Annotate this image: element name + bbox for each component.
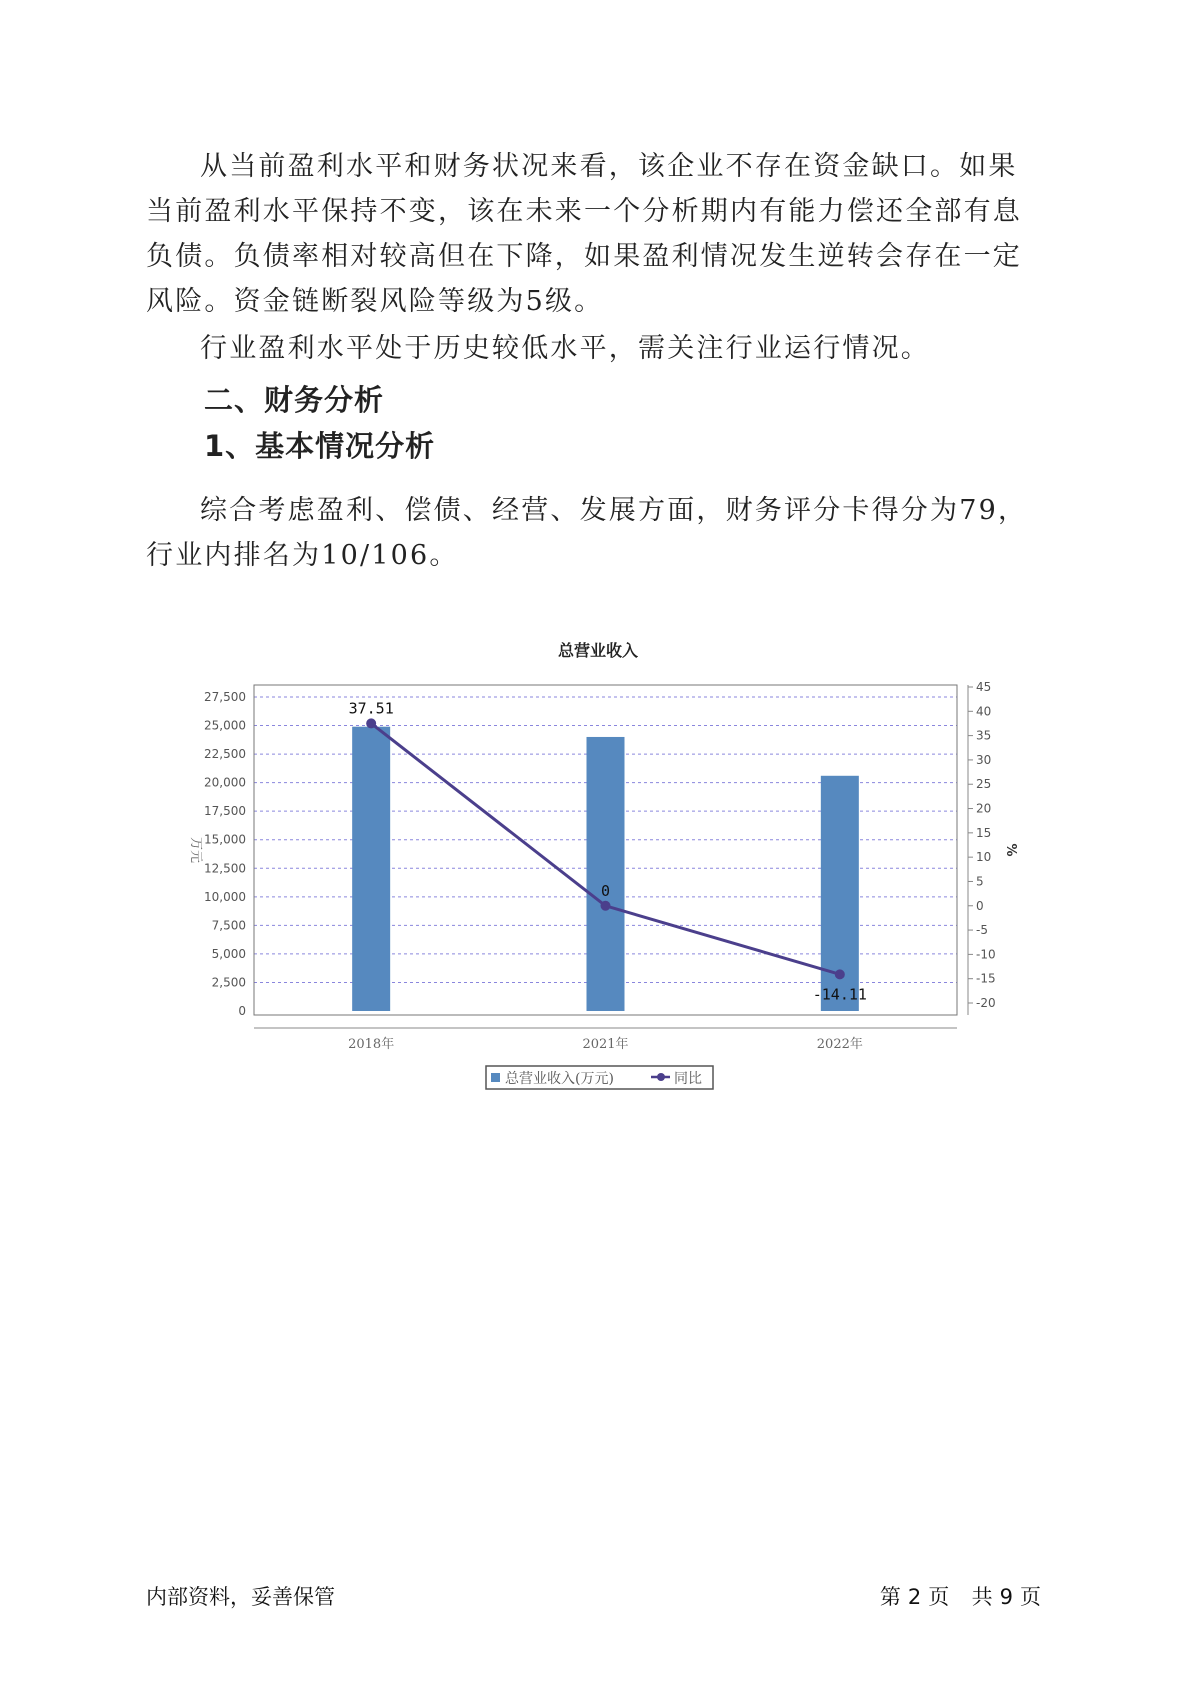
y-axis-label: 万元 [188, 836, 203, 864]
x-tick-label: 2021年 [582, 1037, 629, 1052]
legend-line-marker [657, 1073, 665, 1081]
left-tick-label: 15,000 [204, 832, 246, 847]
left-tick-label: 5,000 [211, 946, 246, 961]
left-tick-label: 22,500 [204, 747, 246, 762]
yoy-point [366, 718, 376, 728]
revenue-chart [0, 630, 1191, 1100]
right-tick-label: 5 [976, 874, 984, 889]
footer-page-info [877, 1581, 1045, 1611]
left-tick-label: 10,000 [204, 889, 246, 904]
right-tick-label: 30 [976, 752, 992, 767]
paragraph-scorecard: 综合考虑盈利、偿债、经营、发展方面，财务评分卡得分为79，行业内排名为10/106。 [146, 495, 1028, 571]
paragraph-funding-gap: 从当前盈利水平和财务状况来看，该企业不存在资金缺口。如果当前盈利水平保持不变，该在未来一个分析期内有能力偿还全部有息负债。负债率相对较高但在下降，如果盈利情况发生逆转会存在一定风险。资金链断裂风险等级为5级。 [146, 151, 1022, 317]
footer-confidential: 内部资料，妥善保管 [146, 1585, 335, 1609]
total-prefix: 共 [971, 1585, 994, 1609]
left-tick-label: 25,000 [204, 718, 246, 733]
left-tick-label: 20,000 [204, 775, 246, 790]
right-tick-label: 15 [976, 825, 992, 840]
right-tick-label: 10 [976, 850, 992, 865]
yoy-data-label: 37.51 [348, 699, 394, 718]
subsection-heading: 1、基本情况分析 [204, 429, 436, 463]
x-tick-label: 2022年 [816, 1037, 863, 1052]
page-prefix: 第 [879, 1585, 902, 1609]
right-tick-label: 40 [976, 704, 992, 719]
y2-axis-label: % [1003, 843, 1018, 857]
legend-bar-swatch [491, 1073, 500, 1082]
legend-bar-label: 总营业收入(万元) [505, 1071, 614, 1087]
right-axis-ticks [968, 680, 996, 1010]
right-tick-label: -15 [976, 971, 996, 986]
section-heading: 二、财务分析 [204, 383, 385, 417]
bar-2018年 [352, 727, 390, 1011]
paragraph-industry-profit: 行业盈利水平处于历史较低水平，需关注行业运行情况。 [200, 333, 930, 364]
page-unit: 页 [928, 1585, 951, 1609]
left-tick-label: 17,500 [204, 804, 246, 819]
page-number: 2 [907, 1585, 923, 1609]
legend-line-label: 同比 [674, 1071, 702, 1087]
right-tick-label: 25 [976, 777, 992, 792]
right-tick-label: -10 [976, 947, 996, 962]
x-axis-labels [348, 1036, 863, 1052]
left-tick-label: 0 [238, 1004, 246, 1018]
right-tick-label: 20 [976, 801, 992, 816]
yoy-data-label: -14.11 [812, 985, 867, 1004]
left-axis-ticks [204, 690, 246, 1018]
right-tick-label: 35 [976, 728, 992, 743]
right-tick-label: 45 [976, 680, 992, 694]
total-unit: 页 [1020, 1585, 1042, 1609]
yoy-point [835, 969, 845, 979]
chart-legend [486, 1066, 713, 1089]
left-tick-label: 12,500 [204, 861, 246, 876]
right-tick-label: -20 [976, 996, 996, 1010]
yoy-point [601, 901, 611, 911]
total-pages: 9 [999, 1585, 1014, 1609]
left-tick-label: 27,500 [204, 690, 246, 704]
left-tick-label: 7,500 [211, 918, 246, 933]
x-tick-label: 2018年 [348, 1037, 395, 1052]
chart-title: 总营业收入 [557, 641, 639, 660]
yoy-data-label: 0 [600, 881, 611, 900]
right-tick-label: 0 [976, 898, 984, 913]
right-tick-label: -5 [976, 923, 988, 938]
left-tick-label: 2,500 [211, 975, 246, 990]
bar-2021年 [587, 737, 625, 1011]
